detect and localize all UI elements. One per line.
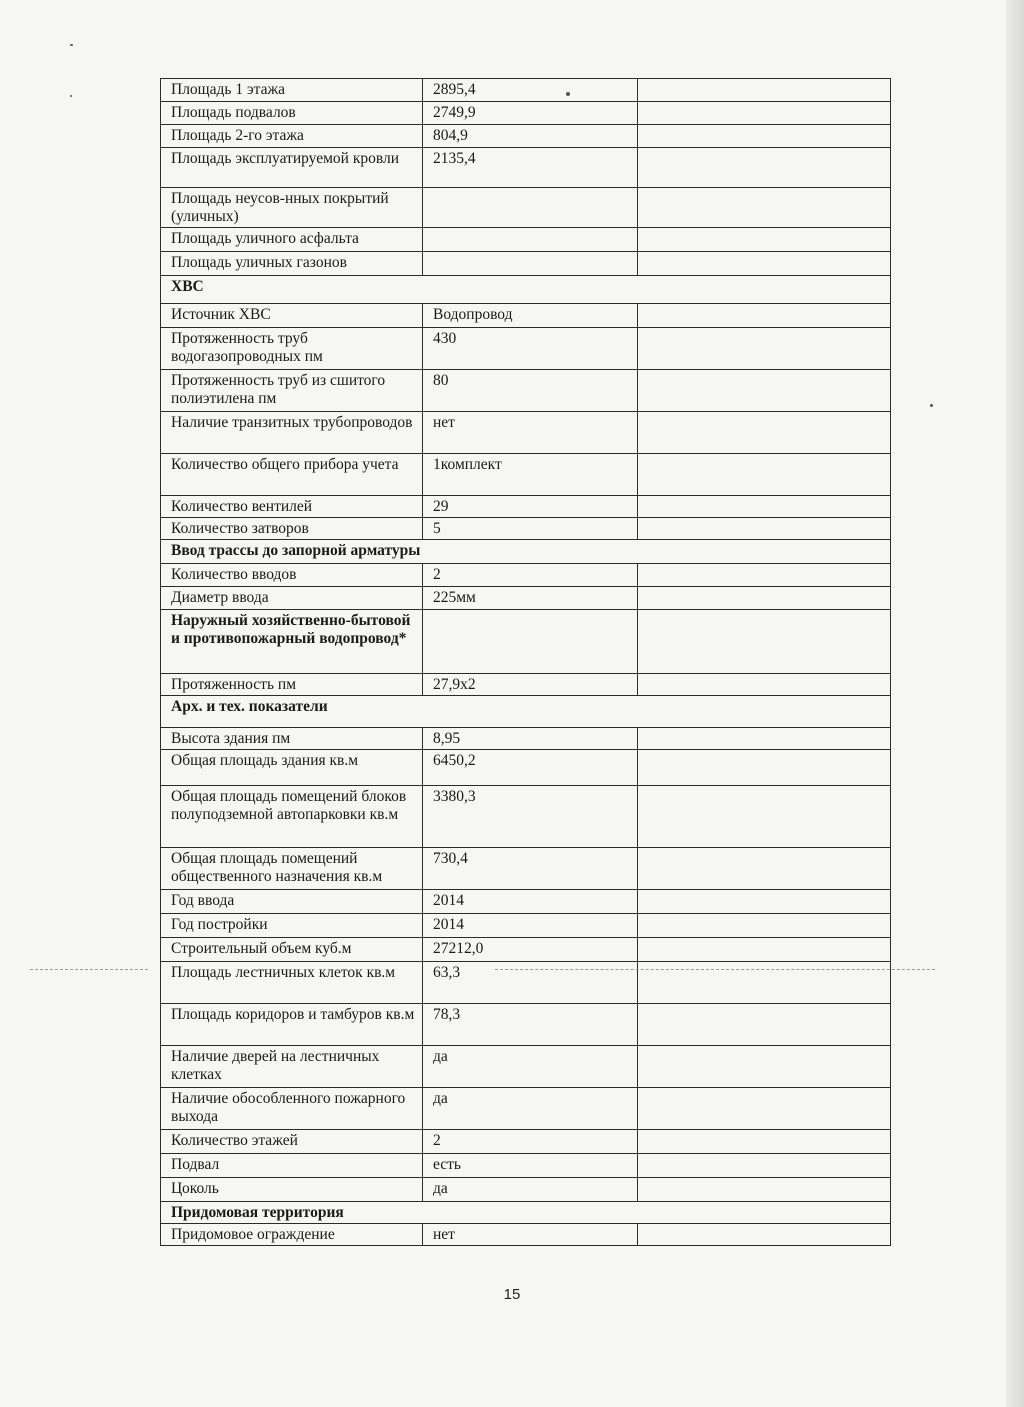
row-value: 3380,3 bbox=[423, 786, 638, 848]
row-value: 27,9х2 bbox=[423, 674, 638, 696]
table-row bbox=[161, 1004, 891, 1046]
row-value: 6450,2 bbox=[423, 750, 638, 786]
row-label: Протяженность труб водогазопроводных пм bbox=[161, 328, 423, 370]
table-row bbox=[161, 564, 891, 587]
table-row bbox=[161, 125, 891, 148]
row-label: Количество вводов bbox=[161, 564, 423, 587]
row-note-empty bbox=[638, 228, 891, 252]
row-value: 804,9 bbox=[423, 125, 638, 148]
row-note-empty bbox=[638, 1130, 891, 1154]
row-value bbox=[423, 252, 638, 276]
row-value: Водопровод bbox=[423, 304, 638, 328]
row-note-empty bbox=[638, 674, 891, 696]
section-header: ХВС bbox=[161, 276, 891, 304]
table-body bbox=[161, 79, 891, 1246]
row-value: 2135,4 bbox=[423, 148, 638, 188]
row-label: Год ввода bbox=[161, 890, 423, 914]
table-row bbox=[161, 496, 891, 518]
row-note-empty bbox=[638, 750, 891, 786]
row-label: Цоколь bbox=[161, 1178, 423, 1202]
table-row bbox=[161, 728, 891, 750]
row-value: 2 bbox=[423, 564, 638, 587]
table-row bbox=[161, 79, 891, 102]
row-note-empty bbox=[638, 587, 891, 610]
row-label: Количество общего прибора учета bbox=[161, 454, 423, 496]
row-label: Источник ХВС bbox=[161, 304, 423, 328]
building-data-table bbox=[160, 78, 891, 1246]
scan-speck bbox=[930, 404, 933, 407]
row-label: Наличие обособленного пожарного выхода bbox=[161, 1088, 423, 1130]
table-row bbox=[161, 938, 891, 962]
row-value: 63,3 bbox=[423, 962, 638, 1004]
row-note-empty bbox=[638, 1004, 891, 1046]
table-row bbox=[161, 454, 891, 496]
row-note-empty bbox=[638, 938, 891, 962]
row-note-empty bbox=[638, 148, 891, 188]
section-header-row bbox=[161, 276, 891, 304]
table-row bbox=[161, 412, 891, 454]
row-note-empty bbox=[638, 610, 891, 674]
row-label: Наружный хозяйственно-бытовой и противопожарный водопровод* bbox=[161, 610, 423, 674]
row-value: 2749,9 bbox=[423, 102, 638, 125]
row-label: Количество вентилей bbox=[161, 496, 423, 518]
row-note-empty bbox=[638, 890, 891, 914]
row-label: Подвал bbox=[161, 1154, 423, 1178]
row-note-empty bbox=[638, 728, 891, 750]
row-value bbox=[423, 188, 638, 228]
row-note-empty bbox=[638, 1088, 891, 1130]
table-row bbox=[161, 587, 891, 610]
scan-speck bbox=[70, 95, 72, 97]
row-value: 78,3 bbox=[423, 1004, 638, 1046]
row-value: есть bbox=[423, 1154, 638, 1178]
table-row bbox=[161, 914, 891, 938]
row-value: 225мм bbox=[423, 587, 638, 610]
row-note-empty bbox=[638, 496, 891, 518]
section-header: Придомовая территория bbox=[161, 1202, 891, 1224]
table-row bbox=[161, 370, 891, 412]
row-label: Общая площадь помещений блоков полуподземной автопарковки кв.м bbox=[161, 786, 423, 848]
row-value: нет bbox=[423, 1224, 638, 1246]
table-row bbox=[161, 1088, 891, 1130]
row-value: 2895,4 bbox=[423, 79, 638, 102]
row-value: 1комплект bbox=[423, 454, 638, 496]
table-row bbox=[161, 1224, 891, 1246]
section-header: Ввод трассы до запорной арматуры bbox=[161, 540, 891, 564]
table-row bbox=[161, 304, 891, 328]
row-label: Диаметр ввода bbox=[161, 587, 423, 610]
table-row bbox=[161, 328, 891, 370]
scan-artifact-line bbox=[495, 969, 935, 970]
row-label: Строительный объем куб.м bbox=[161, 938, 423, 962]
row-note-empty bbox=[638, 848, 891, 890]
row-note-empty bbox=[638, 370, 891, 412]
row-value: да bbox=[423, 1088, 638, 1130]
row-value: 2 bbox=[423, 1130, 638, 1154]
row-label: Год постройки bbox=[161, 914, 423, 938]
row-label: Площадь эксплуатируемой кровли bbox=[161, 148, 423, 188]
row-label: Общая площадь здания кв.м bbox=[161, 750, 423, 786]
row-label: Наличие транзитных трубопроводов bbox=[161, 412, 423, 454]
row-note-empty bbox=[638, 412, 891, 454]
row-label: Площадь коридоров и тамбуров кв.м bbox=[161, 1004, 423, 1046]
table-row bbox=[161, 1130, 891, 1154]
table-row bbox=[161, 674, 891, 696]
table-row bbox=[161, 102, 891, 125]
scan-speck bbox=[566, 92, 570, 96]
row-note-empty bbox=[638, 125, 891, 148]
row-label: Площадь уличного асфальта bbox=[161, 228, 423, 252]
row-note-empty bbox=[638, 188, 891, 228]
section-header: Арх. и тех. показатели bbox=[161, 696, 891, 728]
row-note-empty bbox=[638, 1224, 891, 1246]
row-note-empty bbox=[638, 962, 891, 1004]
table-row bbox=[161, 610, 891, 674]
table-row bbox=[161, 786, 891, 848]
table-row bbox=[161, 228, 891, 252]
row-note-empty bbox=[638, 564, 891, 587]
row-note-empty bbox=[638, 1178, 891, 1202]
page-edge-shadow bbox=[1006, 0, 1024, 1407]
row-value: 2014 bbox=[423, 914, 638, 938]
row-label: Площадь 2-го этажа bbox=[161, 125, 423, 148]
row-label: Протяженность труб из сшитого полиэтилена пм bbox=[161, 370, 423, 412]
table-row bbox=[161, 1178, 891, 1202]
section-header-row bbox=[161, 540, 891, 564]
section-header-row bbox=[161, 696, 891, 728]
section-header-row bbox=[161, 1202, 891, 1224]
table-row bbox=[161, 750, 891, 786]
page-number: 15 bbox=[503, 1286, 521, 1303]
row-value: 80 bbox=[423, 370, 638, 412]
row-label: Наличие дверей на лестничных клетках bbox=[161, 1046, 423, 1088]
row-value: 2014 bbox=[423, 890, 638, 914]
row-note-empty bbox=[638, 304, 891, 328]
row-label: Площадь лестничных клеток кв.м bbox=[161, 962, 423, 1004]
row-value: 8,95 bbox=[423, 728, 638, 750]
row-label: Количество этажей bbox=[161, 1130, 423, 1154]
table-row bbox=[161, 252, 891, 276]
row-value: да bbox=[423, 1046, 638, 1088]
row-note-empty bbox=[638, 79, 891, 102]
row-label: Придомовое ограждение bbox=[161, 1224, 423, 1246]
scan-speck bbox=[70, 44, 73, 46]
table-row bbox=[161, 962, 891, 1004]
row-value: 29 bbox=[423, 496, 638, 518]
row-value bbox=[423, 228, 638, 252]
row-note-empty bbox=[638, 1046, 891, 1088]
row-note-empty bbox=[638, 1154, 891, 1178]
row-value: да bbox=[423, 1178, 638, 1202]
row-note-empty bbox=[638, 102, 891, 125]
table-row bbox=[161, 890, 891, 914]
row-label: Площадь подвалов bbox=[161, 102, 423, 125]
scan-artifact-line bbox=[30, 969, 148, 970]
row-label: Количество затворов bbox=[161, 518, 423, 540]
row-label: Высота здания пм bbox=[161, 728, 423, 750]
row-label: Площадь неусов-нных покрытий (уличных) bbox=[161, 188, 423, 228]
row-label: Площадь 1 этажа bbox=[161, 79, 423, 102]
table-row bbox=[161, 188, 891, 228]
row-value bbox=[423, 610, 638, 674]
row-label: Общая площадь помещений общественного назначения кв.м bbox=[161, 848, 423, 890]
row-value: 430 bbox=[423, 328, 638, 370]
row-label: Протяженность пм bbox=[161, 674, 423, 696]
table-row bbox=[161, 148, 891, 188]
table-row bbox=[161, 1154, 891, 1178]
row-label: Площадь уличных газонов bbox=[161, 252, 423, 276]
row-value: нет bbox=[423, 412, 638, 454]
row-note-empty bbox=[638, 252, 891, 276]
table-row bbox=[161, 848, 891, 890]
table-row bbox=[161, 1046, 891, 1088]
row-note-empty bbox=[638, 328, 891, 370]
row-note-empty bbox=[638, 786, 891, 848]
row-value: 27212,0 bbox=[423, 938, 638, 962]
table-row bbox=[161, 518, 891, 540]
row-note-empty bbox=[638, 914, 891, 938]
row-note-empty bbox=[638, 454, 891, 496]
row-value: 5 bbox=[423, 518, 638, 540]
row-value: 730,4 bbox=[423, 848, 638, 890]
row-note-empty bbox=[638, 518, 891, 540]
